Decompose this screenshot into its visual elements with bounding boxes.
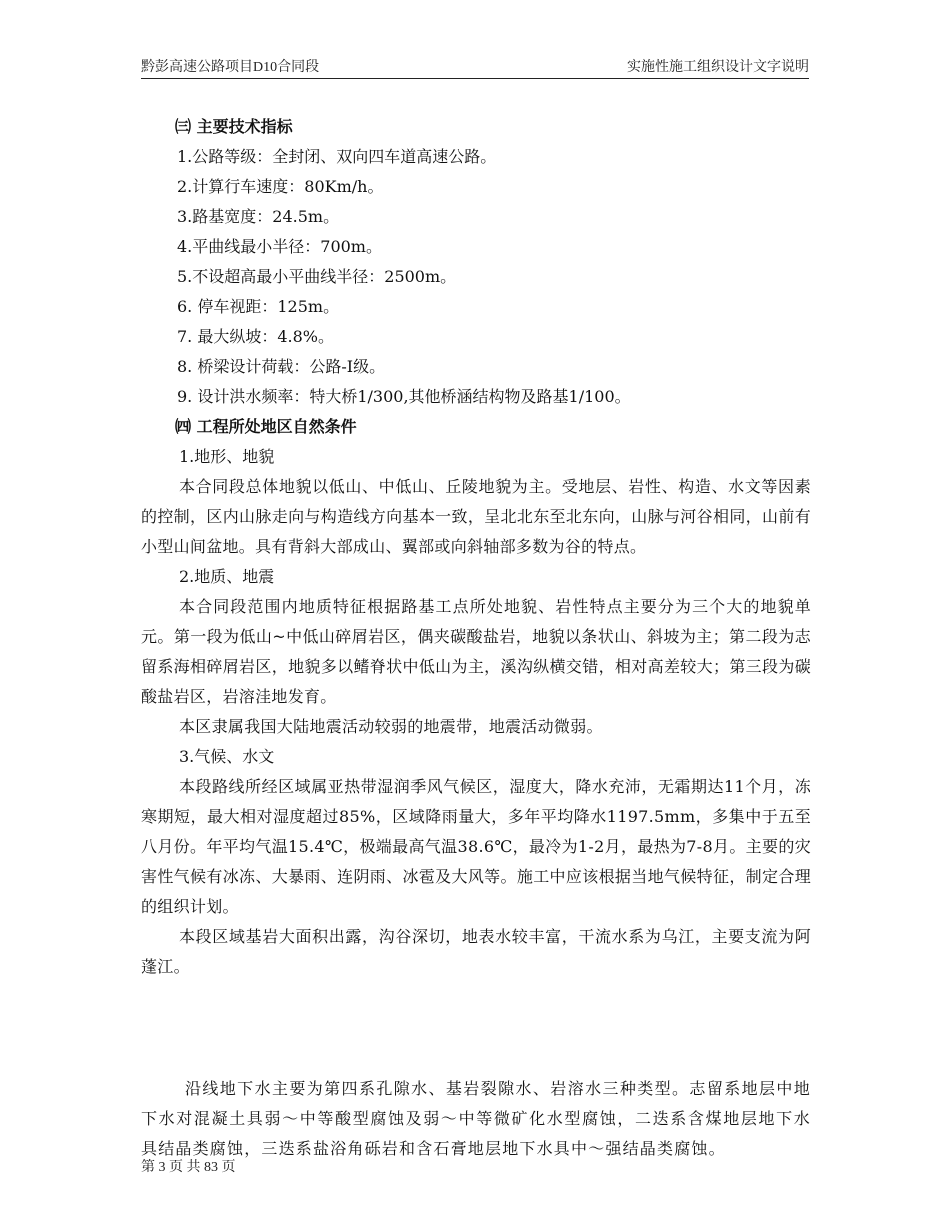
- list-item: 5.不设超高最小平曲线半径：2500m。: [177, 267, 457, 286]
- paragraph-climate: 本段路线所经区域属亚热带湿润季风气候区，湿度大，降水充沛，无霜期达11个月，冻寒期短，最大相对湿度超过85%，区域降雨量大，多年平均降水1197.5mm，多集中于五至八月份。年平均气温15.4℃，极端最高气温38.6℃，最冷为1-2月，最热为7-8月。主要的灾害性气候有冰冻、大暴雨、连阴雨、冰雹及大风等。施工中应该根据当地气候特征，制定合理的组织计划。: [141, 777, 811, 916]
- subheading-geology: 2.地质、地震: [179, 567, 275, 586]
- subheading-climate: 3.气候、水文: [179, 747, 275, 766]
- list-item: 8. 桥梁设计荷载：公路-I级。: [177, 357, 386, 376]
- section-heading-tech-indicators: ㈢ 主要技术指标: [175, 117, 293, 136]
- header-document-title: 实施性施工组织设计文字说明: [627, 60, 809, 75]
- list-item: 6. 停车视距：125m。: [177, 297, 340, 316]
- list-item: 1.公路等级：全封闭、双向四车道高速公路。: [177, 147, 497, 166]
- list-item: 4.平曲线最小半径：700m。: [177, 237, 382, 256]
- list-item: 7. 最大纵坡：4.8%。: [177, 327, 335, 346]
- header-project-name: 黔彭高速公路项目D10合同段: [141, 60, 320, 75]
- paragraph-geology: 本合同段范围内地质特征根据路基工点所处地貌、岩性特点主要分为三个大的地貌单元。第一段为低山~中低山碎屑岩区，偶夹碳酸盐岩，地貌以条状山、斜坡为主；第二段为志留系海相碎屑岩区，地貌多以鳍脊状中低山为主，溪沟纵横交错，相对高差较大；第三段为碳酸盐岩区，岩溶洼地发育。: [141, 597, 811, 706]
- list-item: 3.路基宽度：24.5m。: [177, 207, 340, 226]
- page-header: [141, 52, 809, 79]
- document-body: [141, 112, 811, 1164]
- subheading-terrain: 1.地形、地貌: [179, 447, 275, 466]
- list-item: 9. 设计洪水频率：特大桥1/300,其他桥涵结构物及路基1/100。: [177, 387, 631, 406]
- paragraph-surface-water: 本段区域基岩大面积出露，沟谷深切，地表水较丰富，干流水系为乌江，主要支流为阿蓬江。: [141, 927, 811, 976]
- section-heading-natural-conditions: ㈣ 工程所处地区自然条件: [175, 417, 357, 436]
- paragraph-terrain: 本合同段总体地貌以低山、中低山、丘陵地貌为主。受地层、岩性、构造、水文等因素的控制，区内山脉走向与构造线方向基本一致，呈北北东至北东向，山脉与河谷相同，山前有小型山间盆地。具有背斜大部成山、翼部或向斜轴部多数为谷的特点。: [141, 477, 811, 556]
- spacer: [141, 982, 811, 1074]
- page-number: 第 3 页 共 83 页: [141, 1160, 236, 1175]
- paragraph-earthquake: 本区隶属我国大陆地震活动较弱的地震带，地震活动微弱。: [179, 717, 603, 736]
- paragraph-groundwater: 沿线地下水主要为第四系孔隙水、基岩裂隙水、岩溶水三种类型。志留系地层中地下水对混凝土具弱～中等酸型腐蚀及弱～中等微矿化水型腐蚀，二迭系含煤地层地下水具结晶类腐蚀，三迭系盐浴角砾岩和含石膏地层地下水具中～强结晶类腐蚀。: [141, 1079, 811, 1158]
- list-item: 2.计算行车速度：80Km/h。: [177, 177, 384, 196]
